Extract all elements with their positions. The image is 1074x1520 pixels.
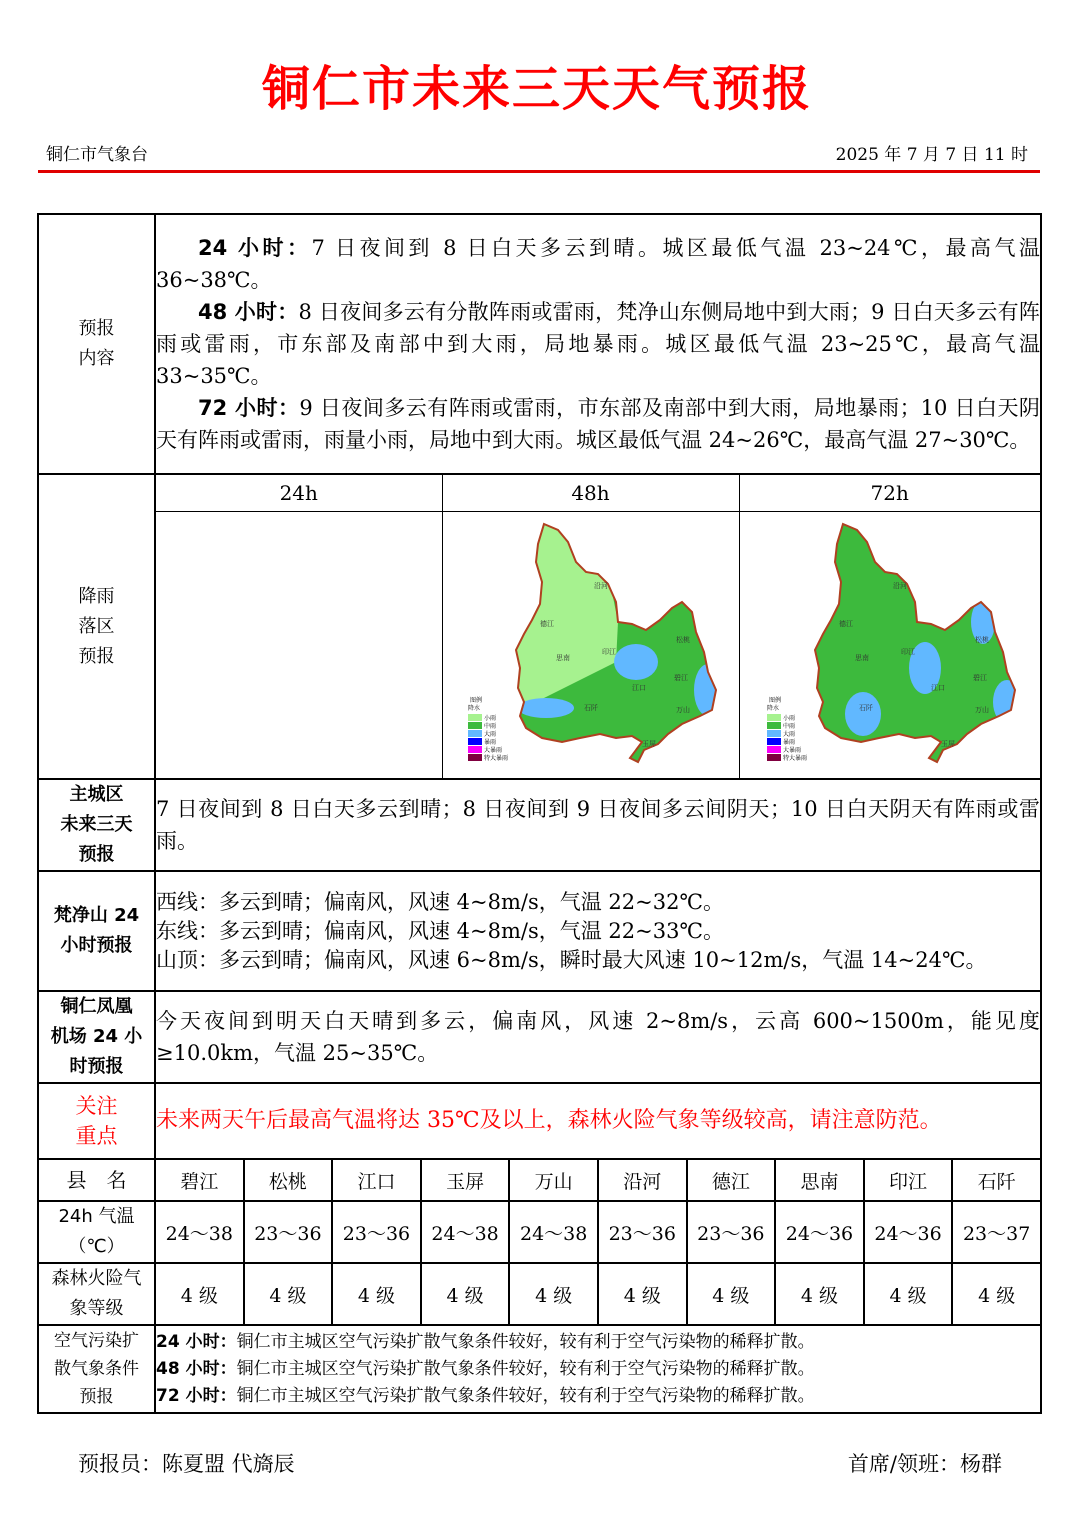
focus-label: 关注 重点: [38, 1083, 155, 1159]
svg-text:降水: 降水: [766, 705, 779, 712]
forecast-72h: 72 小时：9 日夜间多云有阵雨或雷雨，市东部及南部中到大雨，局地暴雨；10 日白天阴天有阵雨或雷雨，雨量小雨，局地中到大雨。城区最低气温 24~26℃，最高气温 27~30℃。: [156, 396, 1040, 452]
svg-text:降水: 降水: [467, 705, 480, 712]
svg-text:沿河: 沿河: [593, 582, 608, 590]
svg-text:沿河: 沿河: [892, 582, 907, 590]
county-fire-level: 4 级: [687, 1263, 776, 1325]
svg-text:暴雨: 暴雨: [483, 739, 496, 746]
county-temp-label: 24h 气温 （℃）: [38, 1201, 155, 1263]
svg-text:大暴雨: 大暴雨: [782, 747, 801, 754]
header-divider: [38, 170, 1040, 173]
forecast-24h: 24 小时：7 日夜间到 8 日白天多云到晴。城区最低气温 23~24℃，最高气温 36~38℃。: [156, 236, 1040, 292]
svg-text:玉屏: 玉屏: [940, 740, 955, 748]
county-name: 碧江: [155, 1159, 244, 1201]
rain-header-72h: 72h: [739, 475, 1040, 512]
rain-map-72h: [739, 512, 1040, 779]
svg-text:松桃: 松桃: [974, 636, 989, 644]
svg-text:思南: 思南: [555, 654, 570, 662]
county-temp: 24～38: [421, 1201, 510, 1263]
svg-text:印江: 印江: [900, 648, 915, 656]
forecast-label: 预报 内容: [38, 214, 155, 474]
forecast-table: [37, 213, 1042, 1414]
fanjing-row: [38, 871, 1041, 991]
page-title: 铜仁市未来三天天气预报: [261, 61, 812, 117]
rain-label: 降雨 落区 预报: [38, 474, 155, 779]
air-label: 空气污染扩 散气象条件 预报: [38, 1325, 155, 1413]
county-fire-level: 4 级: [155, 1263, 244, 1325]
rain-map-48h-image: [446, 512, 736, 774]
fanjing-west: 西线：多云到晴；偏南风，风速 4~8m/s，气温 22~32℃。: [156, 889, 724, 914]
county-name: 德江: [687, 1159, 776, 1201]
rain-legend-48h: [468, 696, 508, 762]
county-name: 沿河: [598, 1159, 687, 1201]
svg-text:小雨: 小雨: [483, 715, 496, 722]
city-label: 主城区 未来三天 预报: [38, 779, 155, 871]
county-name-label: 县 名: [38, 1159, 155, 1201]
focus-row: [38, 1083, 1041, 1159]
svg-text:江口: 江口: [930, 684, 945, 692]
county-temp: 23～36: [244, 1201, 333, 1263]
county-name-row: [38, 1159, 1041, 1201]
svg-text:小雨: 小雨: [782, 715, 795, 722]
rain-row: [38, 474, 1041, 779]
airport-forecast: 今天夜间到明天白天晴到多云，偏南风，风速 2~8m/s，云高 600~1500m，能见度≥10.0km，气温 25~35℃。: [155, 991, 1041, 1083]
fanjing-forecast: [155, 871, 1041, 991]
county-name: 玉屏: [421, 1159, 510, 1201]
county-fire-row: [38, 1263, 1041, 1325]
county-name: 万山: [509, 1159, 598, 1201]
fanjing-label: 梵净山 24 小时预报: [38, 871, 155, 991]
county-name: 石阡: [952, 1159, 1041, 1201]
county-name: 江口: [332, 1159, 421, 1201]
county-temp: 24～36: [775, 1201, 864, 1263]
svg-text:万山: 万山: [675, 706, 690, 714]
forecaster-names: 预报员：陈夏盟 代旖辰: [78, 1452, 295, 1476]
rain-legend-72h: [767, 696, 807, 762]
airport-label: 铜仁凤凰 机场 24 小 时预报: [38, 991, 155, 1083]
air-48h: 48 小时：铜仁市主城区空气污染扩散气象条件较好，较有利于空气污染物的稀释扩散。: [156, 1358, 815, 1379]
agency-name: 铜仁市气象台: [46, 145, 148, 165]
svg-text:玉屏: 玉屏: [641, 740, 656, 748]
county-fire-level: 4 级: [332, 1263, 421, 1325]
county-fire-level: 4 级: [244, 1263, 333, 1325]
county-name: 思南: [775, 1159, 864, 1201]
svg-text:特大暴雨: 特大暴雨: [782, 755, 807, 762]
city-row: [38, 779, 1041, 871]
svg-text:特大暴雨: 特大暴雨: [483, 755, 508, 762]
svg-text:大雨: 大雨: [782, 731, 795, 738]
county-fire-level: 4 级: [952, 1263, 1041, 1325]
rain-maps: [156, 475, 1040, 778]
svg-text:石阡: 石阡: [583, 704, 598, 712]
county-fire-level: 4 级: [598, 1263, 687, 1325]
rain-header-48h: 48h: [442, 475, 739, 512]
chief-name: 首席/领班：杨群: [847, 1452, 1002, 1476]
svg-text:印江: 印江: [601, 648, 616, 656]
forecast-row: [38, 214, 1041, 474]
svg-text:中雨: 中雨: [782, 723, 795, 730]
svg-text:碧江: 碧江: [972, 674, 987, 682]
forecast-48h: 48 小时：8 日夜间多云有分散阵雨或雷雨，梵净山东侧局地中到大雨；9 日白天多云有阵雨或雷雨，市东部及南部中到大雨，局地暴雨。城区最低气温 23~25℃，最高气温 33~35℃。: [156, 300, 1040, 388]
county-temp: 24～36: [864, 1201, 953, 1263]
svg-text:江口: 江口: [631, 684, 646, 692]
county-temp: 24～38: [155, 1201, 244, 1263]
county-fire-label: 森林火险气 象等级: [38, 1263, 155, 1325]
county-name: 印江: [864, 1159, 953, 1201]
county-fire-level: 4 级: [509, 1263, 598, 1325]
svg-text:万山: 万山: [974, 706, 989, 714]
county-fire-level: 4 级: [775, 1263, 864, 1325]
rain-header-24h: 24h: [156, 475, 442, 512]
svg-text:碧江: 碧江: [673, 674, 688, 682]
county-temp: 23～36: [598, 1201, 687, 1263]
issue-time: 2025 年 7 月 7 日 11 时: [835, 145, 1028, 165]
svg-text:石阡: 石阡: [858, 704, 873, 712]
county-temp: 23～36: [332, 1201, 421, 1263]
fanjing-top: 山顶：多云到晴；偏南风，风速 6~8m/s，瞬时最大风速 10~12m/s，气温 14~24℃。: [156, 947, 987, 972]
svg-text:图例: 图例: [469, 697, 482, 704]
rain-map-72h-image: [745, 512, 1035, 774]
rain-map-48h: [442, 512, 739, 779]
svg-text:大暴雨: 大暴雨: [483, 747, 502, 754]
svg-text:松桃: 松桃: [675, 636, 690, 644]
air-24h: 24 小时：铜仁市主城区空气污染扩散气象条件较好，较有利于空气污染物的稀释扩散。: [156, 1331, 815, 1352]
county-fire-level: 4 级: [421, 1263, 510, 1325]
svg-text:中雨: 中雨: [483, 723, 496, 730]
county-name: 松桃: [244, 1159, 333, 1201]
svg-text:德江: 德江: [838, 620, 853, 628]
county-temp: 24～38: [509, 1201, 598, 1263]
svg-text:暴雨: 暴雨: [782, 739, 795, 746]
svg-text:图例: 图例: [768, 697, 781, 704]
county-temp: 23～36: [687, 1201, 776, 1263]
airport-row: [38, 991, 1041, 1083]
svg-text:大雨: 大雨: [483, 731, 496, 738]
county-fire-level: 4 级: [864, 1263, 953, 1325]
fanjing-east: 东线：多云到晴；偏南风，风速 4~8m/s，气温 22~33℃。: [156, 918, 724, 943]
county-temp-row: [38, 1201, 1041, 1263]
focus-text: 未来两天午后最高气温将达 35℃及以上，森林火险气象等级较高，请注意防范。: [155, 1083, 1041, 1159]
svg-text:德江: 德江: [539, 620, 554, 628]
air-72h: 72 小时：铜仁市主城区空气污染扩散气象条件较好，较有利于空气污染物的稀释扩散。: [156, 1385, 815, 1406]
city-forecast: 7 日夜间到 8 日白天多云到晴；8 日夜间到 9 日夜间多云间阴天；10 日白天阴天有阵雨或雷雨。: [155, 779, 1041, 871]
svg-text:思南: 思南: [854, 654, 869, 662]
county-temp: 23～37: [952, 1201, 1041, 1263]
rain-map-24h: [156, 512, 442, 779]
air-row: [38, 1325, 1041, 1413]
air-forecast: [155, 1325, 1041, 1413]
forecast-content: [155, 214, 1041, 474]
